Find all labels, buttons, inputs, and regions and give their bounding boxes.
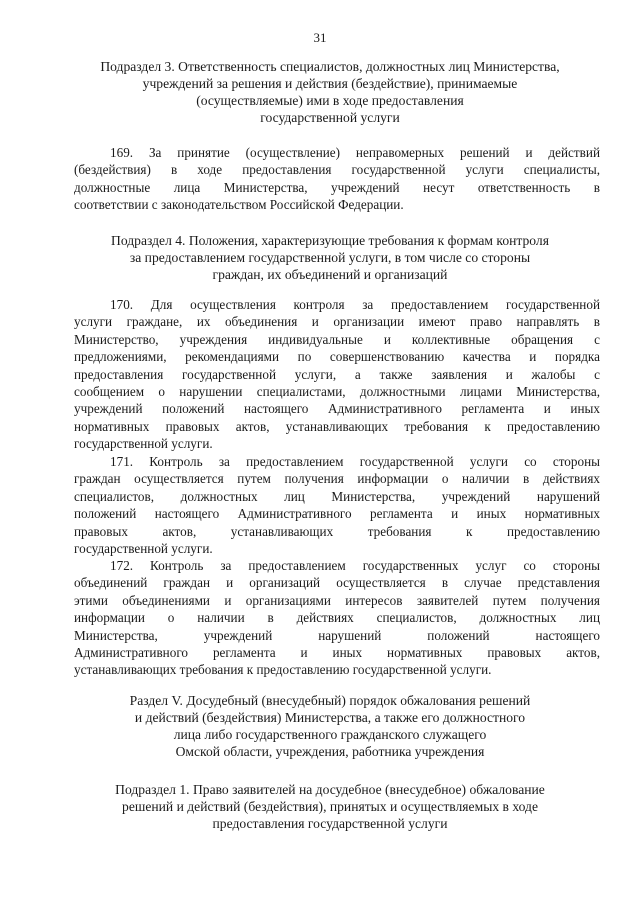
paragraph-171 — [74, 453, 600, 557]
paragraph-line: учреждений положений настоящего Административного регламента и иных — [74, 401, 600, 417]
heading-line: предоставления государственной услуги — [212, 816, 448, 831]
subsection-3-heading — [60, 58, 600, 126]
paragraph-line: предоставления государственной услуги, а также заявления и жалобы с — [74, 366, 600, 382]
paragraph-line: сообщением о нарушении специалистами, должностными лицами Министерства, — [74, 384, 600, 400]
paragraph-line: Министерства, учреждений нарушений положений настоящего — [74, 627, 600, 643]
paragraph-line: положений настоящего Административного регламента и иных нормативных — [74, 506, 600, 522]
heading-line: лица либо государственного гражданского служащего — [173, 727, 487, 742]
paragraph-172 — [74, 557, 600, 679]
paragraph-line: (бездействия) в ходе предоставления государственной услуги специалисты, — [74, 162, 600, 178]
heading-line: и действий (бездействия) Министерства, а также его должностного — [134, 710, 526, 725]
page-number: 31 — [313, 30, 327, 45]
heading-line: (осуществляемые) ими в ходе предоставления — [196, 93, 464, 108]
paragraph-line: информации о наличии в действиях специалистов, должностных лиц — [74, 610, 600, 626]
section-5-heading — [60, 692, 600, 760]
paragraph-line: соответствии с законодательством Российской Федерации. — [74, 197, 404, 213]
heading-line: граждан, их объединений и организаций — [212, 267, 448, 282]
paragraph-line: предложениями, рекомендациями по совершенствованию качества и порядка — [74, 349, 600, 365]
heading-line: Подраздел 3. Ответственность специалистов, должностных лиц Министерства, — [100, 59, 560, 74]
heading-line: Подраздел 1. Право заявителей на досудебное (внесудебное) обжалование — [115, 782, 545, 797]
heading-line: Подраздел 4. Положения, характеризующие требования к формам контроля — [111, 233, 549, 248]
paragraph-169 — [74, 144, 600, 214]
paragraph-line: государственной услуги. — [74, 541, 213, 557]
paragraph-line: Министерство, учреждения индивидуальные и коллективные обращения с — [74, 331, 600, 347]
paragraph-line: 169. За принятие (осуществление) неправомерных решений и действий — [110, 145, 600, 160]
paragraph-line: 171. Контроль за предоставлением государственной услуги со стороны — [110, 454, 600, 469]
subsection-1-heading — [60, 781, 600, 832]
paragraph-line: объединений граждан и организаций осуществляется в случае представления — [74, 575, 600, 591]
heading-line: Раздел V. Досудебный (внесудебный) порядок обжалования решений — [129, 693, 531, 708]
paragraph-line: Административного регламента и иных нормативных правовых актов, — [74, 645, 600, 661]
paragraph-line: нормативных правовых актов, устанавливающих требования к предоставлению — [74, 418, 600, 434]
paragraph-line: граждан осуществляется путем получения информации о наличии в действиях — [74, 471, 600, 487]
paragraph-line: государственной услуги. — [74, 436, 213, 452]
paragraph-line: должностные лица Министерства, учреждений несут ответственность в — [74, 179, 600, 195]
paragraph-170 — [74, 296, 600, 453]
heading-line: государственной услуги — [260, 110, 400, 125]
paragraph-line: 172. Контроль за предоставлением государственных услуг со стороны — [110, 558, 600, 573]
paragraph-line: устанавливающих требования к предоставлению государственной услуги. — [74, 662, 492, 678]
heading-line: учреждений за решения и действия (бездействие), принимаемые — [142, 76, 518, 91]
paragraph-line: этими объединениями и организациями интересов заявителей путем получения — [74, 592, 600, 608]
paragraph-line: услуги гражданe, их объединения и организации имеют право направлять в — [74, 314, 600, 330]
heading-line: Омской области, учреждения, работника учреждения — [175, 744, 485, 759]
heading-line: решений и действий (бездействия), принятых и осуществляемых в ходе — [122, 799, 538, 814]
paragraph-line: специалистов, должностных лиц Министерства, учреждений нарушений — [74, 488, 600, 504]
paragraph-line: правовых актов, устанавливающих требования к предоставлению — [74, 523, 600, 539]
paragraph-line: 170. Для осуществления контроля за предоставлением государственной — [110, 297, 600, 312]
heading-line: за предоставлением государственной услуги, в том числе со стороны — [129, 250, 531, 265]
subsection-4-heading — [60, 232, 600, 283]
